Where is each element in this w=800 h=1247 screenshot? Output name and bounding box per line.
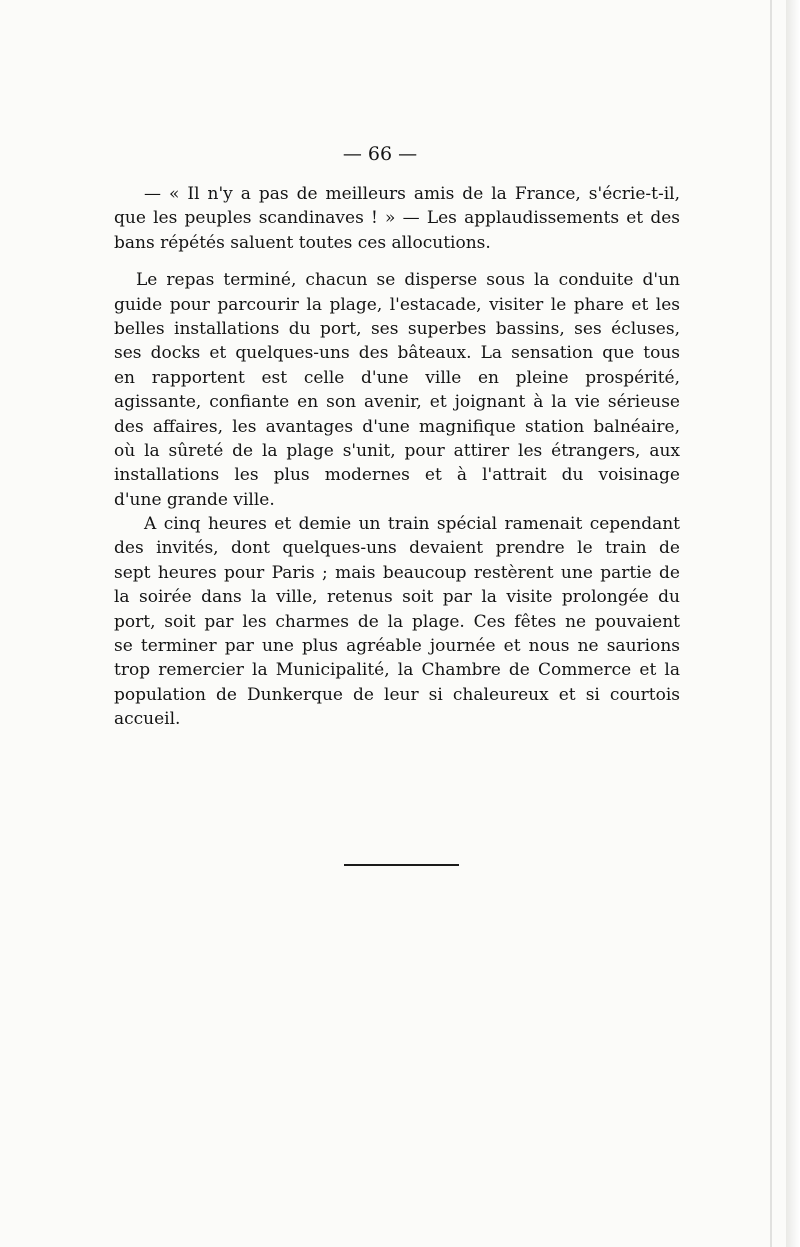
text-line: Le repas terminé, chacun se disperse sous la conduite d'un [136,270,680,291]
text-line: — « Il n'y a pas de meilleurs amis de la France, s'écrie-t-il, [144,184,680,204]
text-line: trop remercier la Municipalité, la Chambre de Commerce et la [114,660,680,681]
text-line: des invités, dont quelques-uns devaient prendre le train de [114,538,680,559]
text-line: accueil. [114,709,181,730]
text-line: installations les plus modernes et à l'attrait du voisinage [114,465,680,486]
text-line: guide pour parcourir la plage, l'estacade, visiter le phare et les [114,294,680,315]
text-line: d'une grande ville. [114,489,275,510]
text-line: population de Dunkerque de leur si chaleureux et si courtois [114,684,680,705]
text-line: sept heures pour Paris ; mais beaucoup restèrent une partie de [114,562,680,583]
text-line: des affaires, les avantages d'une magnifique station balnéaire, [114,416,680,437]
text-line: en rapportent est celle d'une ville en pleine prospérité, [114,367,680,388]
page-gutter [786,0,800,1247]
text-line: se terminer par une plus agréable journée et nous ne saurions [114,636,680,657]
paragraph-departure [114,512,680,732]
section-end-rule [344,864,459,866]
paragraph-toast [114,182,680,255]
page-edge-shadow [770,0,772,1247]
text-line: belles installations du port, ses superbes bassins, ses écluses, [114,318,680,339]
text-line: agissante, confiante en son avenir, et joignant à la vie sérieuse [114,392,680,413]
text-line: port, soit par les charmes de la plage. Ces fêtes ne pouvaient [114,611,680,632]
body-text [114,182,680,732]
text-line: où la sûreté de la plage s'unit, pour attirer les étrangers, aux [114,440,680,461]
text-line: ses docks et quelques-uns des bâteaux. La sensation que tous [114,343,680,364]
text-line: que les peuples scandinaves ! » — Les applaudissements et des [114,208,680,229]
page-number: — 66 — [342,143,418,165]
text-line: la soirée dans la ville, retenus soit par la visite prolongée du [114,587,680,608]
paragraph-visit [114,268,680,512]
text-line: A cinq heures et demie un train spécial ramenait cependant [144,514,680,535]
text-line: bans répétés saluent toutes ces allocutions. [114,232,491,253]
